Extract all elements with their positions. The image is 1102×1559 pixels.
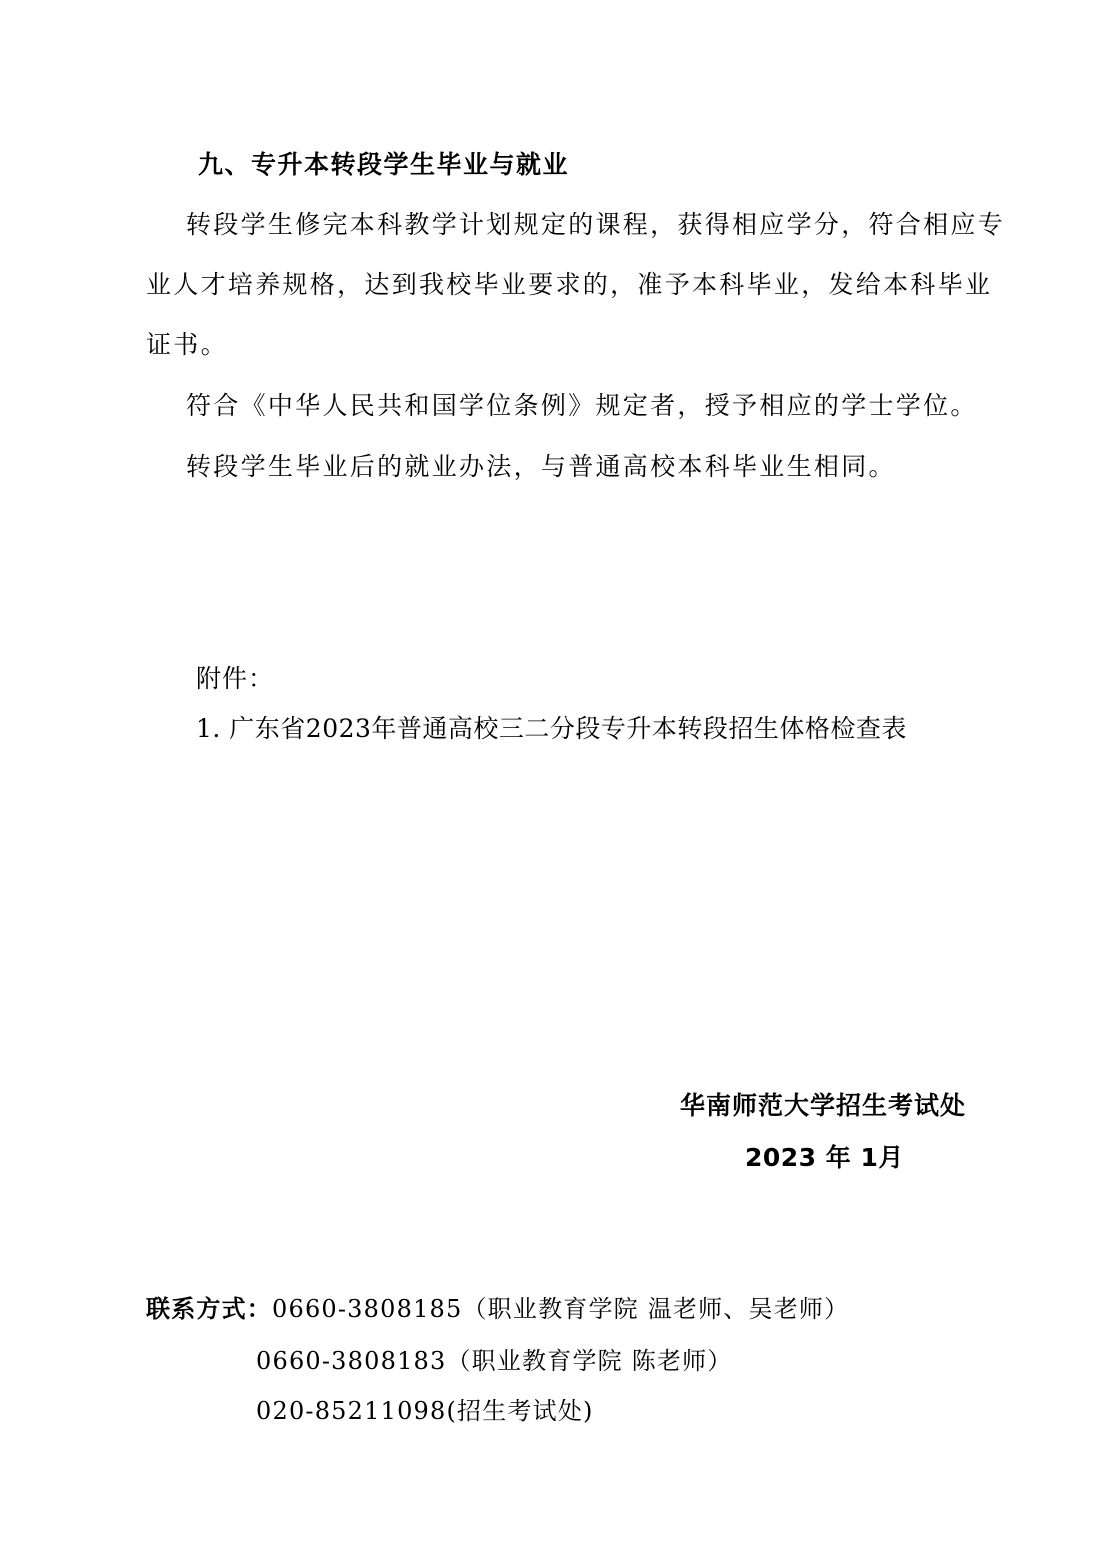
attachments-label: 附件： [196,664,275,693]
paragraph-1-line-2: 业人才培养规格，达到我校毕业要求的，准予本科毕业，发给本科毕业 [146,270,993,299]
signature-organization: 华南师范大学招生考试处 [680,1091,967,1120]
paragraph-3: 转段学生毕业后的就业办法，与普通高校本科毕业生相同。 [186,452,896,481]
contact-line-1: 0660-3808185（职业教育学院 温老师、吴老师） [272,1295,850,1323]
paragraph-2: 符合《中华人民共和国学位条例》规定者，授予相应的学士学位。 [186,391,978,420]
contact-label: 联系方式： [146,1295,272,1323]
paragraph-1-line-1: 转段学生修完本科教学计划规定的课程，获得相应学分，符合相应专 [186,210,1006,239]
contact-row-1 [146,1294,849,1324]
section-heading: 九、专升本转段学生毕业与就业 [198,150,570,179]
contact-line-3: 020-85211098(招生考试处) [256,1397,594,1425]
paragraph-1-line-3: 证书。 [146,330,228,359]
signature-date: 2023 年 1月 [745,1143,904,1172]
contact-line-2: 0660-3808183（职业教育学院 陈老师） [256,1347,733,1375]
attachment-item: 1. 广东省2023年普通高校三二分段专升本转段招生体格检查表 [196,714,907,743]
